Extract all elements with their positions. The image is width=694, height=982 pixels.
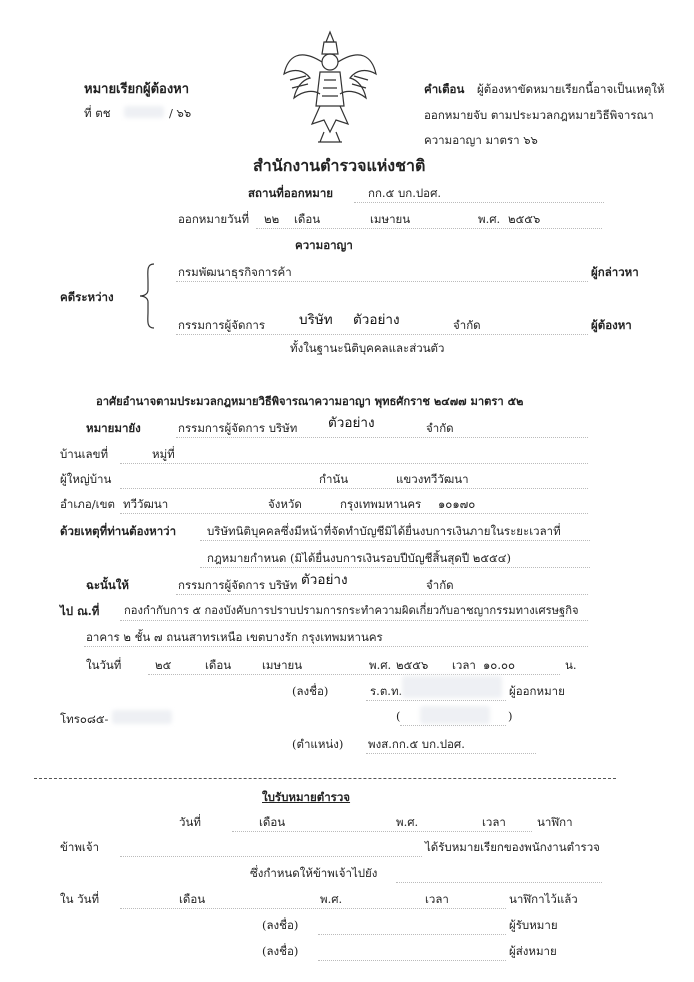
province-label: จังหวัด [268,497,302,511]
receipt-appoint-text: ซึ่งกำหนดให้ข้าพเจ้าไปยัง [250,866,378,880]
appointment-day-label: ในวันที่ [86,658,122,672]
receipt-month2-label: เดือน [179,892,206,906]
appointment-year: ๒๕๕๖ [396,658,429,672]
warning-line1: ผู้ต้องหาขัดหมายเรียกนี้อาจเป็นเหตุให้ [477,82,665,96]
receipt-i-label: ข้าพเจ้า [60,840,100,854]
receipt-hour-done: นาฬิกาไว้แล้ว [509,892,578,906]
go-to-line2: อาคาร ๒ ชั้น ๗ ถนนสาทรเหนือ เขตบางรัก กรุงเทพมหานคร [86,630,383,644]
receipt-sender-role: ผู้ส่งหมาย [509,944,557,958]
issue-date-label: ออกหมายวันที่ [178,212,250,226]
complainant: กรมพัฒนาธุรกิจการค้า [178,265,292,279]
receipt-year2-label: พ.ศ. [320,892,343,906]
issuer-sign-label: (ลงชื่อ) [292,684,329,698]
authority-line: อาศัยอำนาจตามประมวลกฎหมายวิธีพิจารณาความอาญา พุทธศักราช ๒๔๗๗ มาตรา ๕๒ [96,394,524,408]
appointment-day: ๒๕ [155,658,172,672]
receipt-sign1-label: (ลงชื่อ) [262,918,299,932]
issuer-role: ผู้ออกหมาย [509,684,565,698]
case-number-label: ที่ ตช [84,106,111,120]
accused-name: ตัวอย่าง [353,312,400,328]
accused-prefix: กรรมการผู้จัดการ [178,318,266,332]
village-head-label: ผู้ใหญ่บ้าน [60,472,112,486]
reason-line2: กฎหมายกำหนด (มิได้ยื่นงบการเงินรอบปีบัญชีสิ้นสุดปี ๒๕๕๔) [207,551,511,565]
summons-title: หมายเรียกผู้ต้องหา [84,82,190,97]
summons-to-suffix: จำกัด [426,421,454,435]
go-to-line1: กองกำกับการ ๕ กองบังคับการปราบปรามการกระทำความผิดเกี่ยวกับอาชญากรรมทางเศรษฐกิจ [124,604,579,617]
reason-label: ด้วยเหตุที่ท่านต้องหาว่า [60,524,177,538]
issue-place-value: กก.๕ บก.ปอศ. [368,186,442,200]
district-label: อำเภอ/เขต [60,497,115,511]
receipt-received-text: ได้รับหมายเรียกของพนักงานตำรวจ [425,840,600,854]
issuer-rank: ร.ต.ท. [370,684,403,698]
receipt-title: ใบรับหมายตำรวจ [262,790,351,804]
appointment-month: เมษายน [262,658,303,672]
receipt-hour-unit: นาฬิกา [537,815,573,829]
warning-line2: ออกหมายจับ ตามประมวลกฎหมายวิธีพิจารณา [424,108,654,122]
therefore-label: ฉะนั้นให้ [86,578,129,592]
subdistrict: แขวงทวีวัฒนา [396,472,469,486]
warning-label: คำเตือน [424,82,465,96]
issue-year: ๒๕๕๖ [508,212,541,226]
issuer-close-paren: ) [508,709,513,723]
receipt-sign2-label: (ลงชื่อ) [262,944,299,958]
summons-to-name: ตัวอย่าง [328,415,375,431]
issuer-open-paren: ( [396,709,401,723]
position-label: (ตำแหน่ง) [292,737,344,751]
receipt-month-label: เดือน [259,815,286,829]
receipt-time2-label: เวลา [425,892,449,906]
issue-place-label: สถานที่ออกหมาย [248,186,334,200]
issue-month: เมษายน [370,212,411,226]
position-value: พงส.กก.๕ บก.ปอศ. [368,737,465,751]
appointment-time: ๑๐.๐๐ [483,658,516,672]
receipt-year-label: พ.ศ. [396,815,419,829]
case-number-suffix: / ๖๖ [169,106,192,120]
issue-day: ๒๒ [264,212,280,226]
summons-to-prefix: กรรมการผู้จัดการ บริษัท [178,421,298,435]
district: ทวีวัฒนา [123,497,169,511]
cut-line [34,778,616,779]
appointment-month-label: เดือน [205,658,232,672]
brace-icon [138,262,158,330]
accused-role: ผู้ต้องหา [591,318,632,332]
receipt-date-label: วันที่ [179,815,201,829]
moo-label: หมู่ที่ [152,447,175,461]
issue-year-label: พ.ศ. [478,212,501,226]
accused-suffix: จำกัด [453,318,481,332]
agency-title: สำนักงานตำรวจแห่งชาติ [253,156,426,175]
appointment-time-unit: น. [565,658,577,672]
case-type: ความอาญา [295,238,353,252]
postcode: ๑๐๑๗๐ [438,497,476,511]
warning-line3: ความอาญา มาตรา ๖๖ [424,133,538,147]
therefore-prefix: กรรมการผู้จัดการ บริษัท [178,578,298,592]
receipt-on-date-label: ใน วันที่ [60,892,100,906]
reason-line1: บริษัทนิติบุคคลซึ่งมีหน้าที่จัดทำบัญชีมิได้ยื่นงบการเงินภายในระยะเวลาที่ [207,524,561,538]
capacity-note: ทั้งในฐานะนิติบุคคลและส่วนตัว [290,341,445,355]
receipt-receiver-role: ผู้รับหมาย [509,918,558,932]
appointment-time-label: เวลา [452,658,476,672]
go-to-label: ไป ณ.ที่ [60,604,100,618]
issue-month-label: เดือน [294,212,321,226]
garuda-emblem-icon [280,28,380,146]
parties-label: คดีระหว่าง [60,290,114,304]
therefore-name: ตัวอย่าง [301,572,348,588]
receipt-time-label: เวลา [482,815,506,829]
therefore-suffix: จำกัด [426,578,454,592]
accused-company-word: บริษัท [299,312,333,328]
kamnan-label: กำนัน [319,472,349,486]
house-no-label: บ้านเลขที่ [60,447,109,461]
phone-label: โทร๐๘๕- [60,712,109,726]
province: กรุงเทพมหานคร [340,497,422,511]
complainant-role: ผู้กล่าวหา [591,265,639,279]
appointment-year-label: พ.ศ. [369,658,392,672]
summons-to-label: หมายมายัง [86,421,141,435]
